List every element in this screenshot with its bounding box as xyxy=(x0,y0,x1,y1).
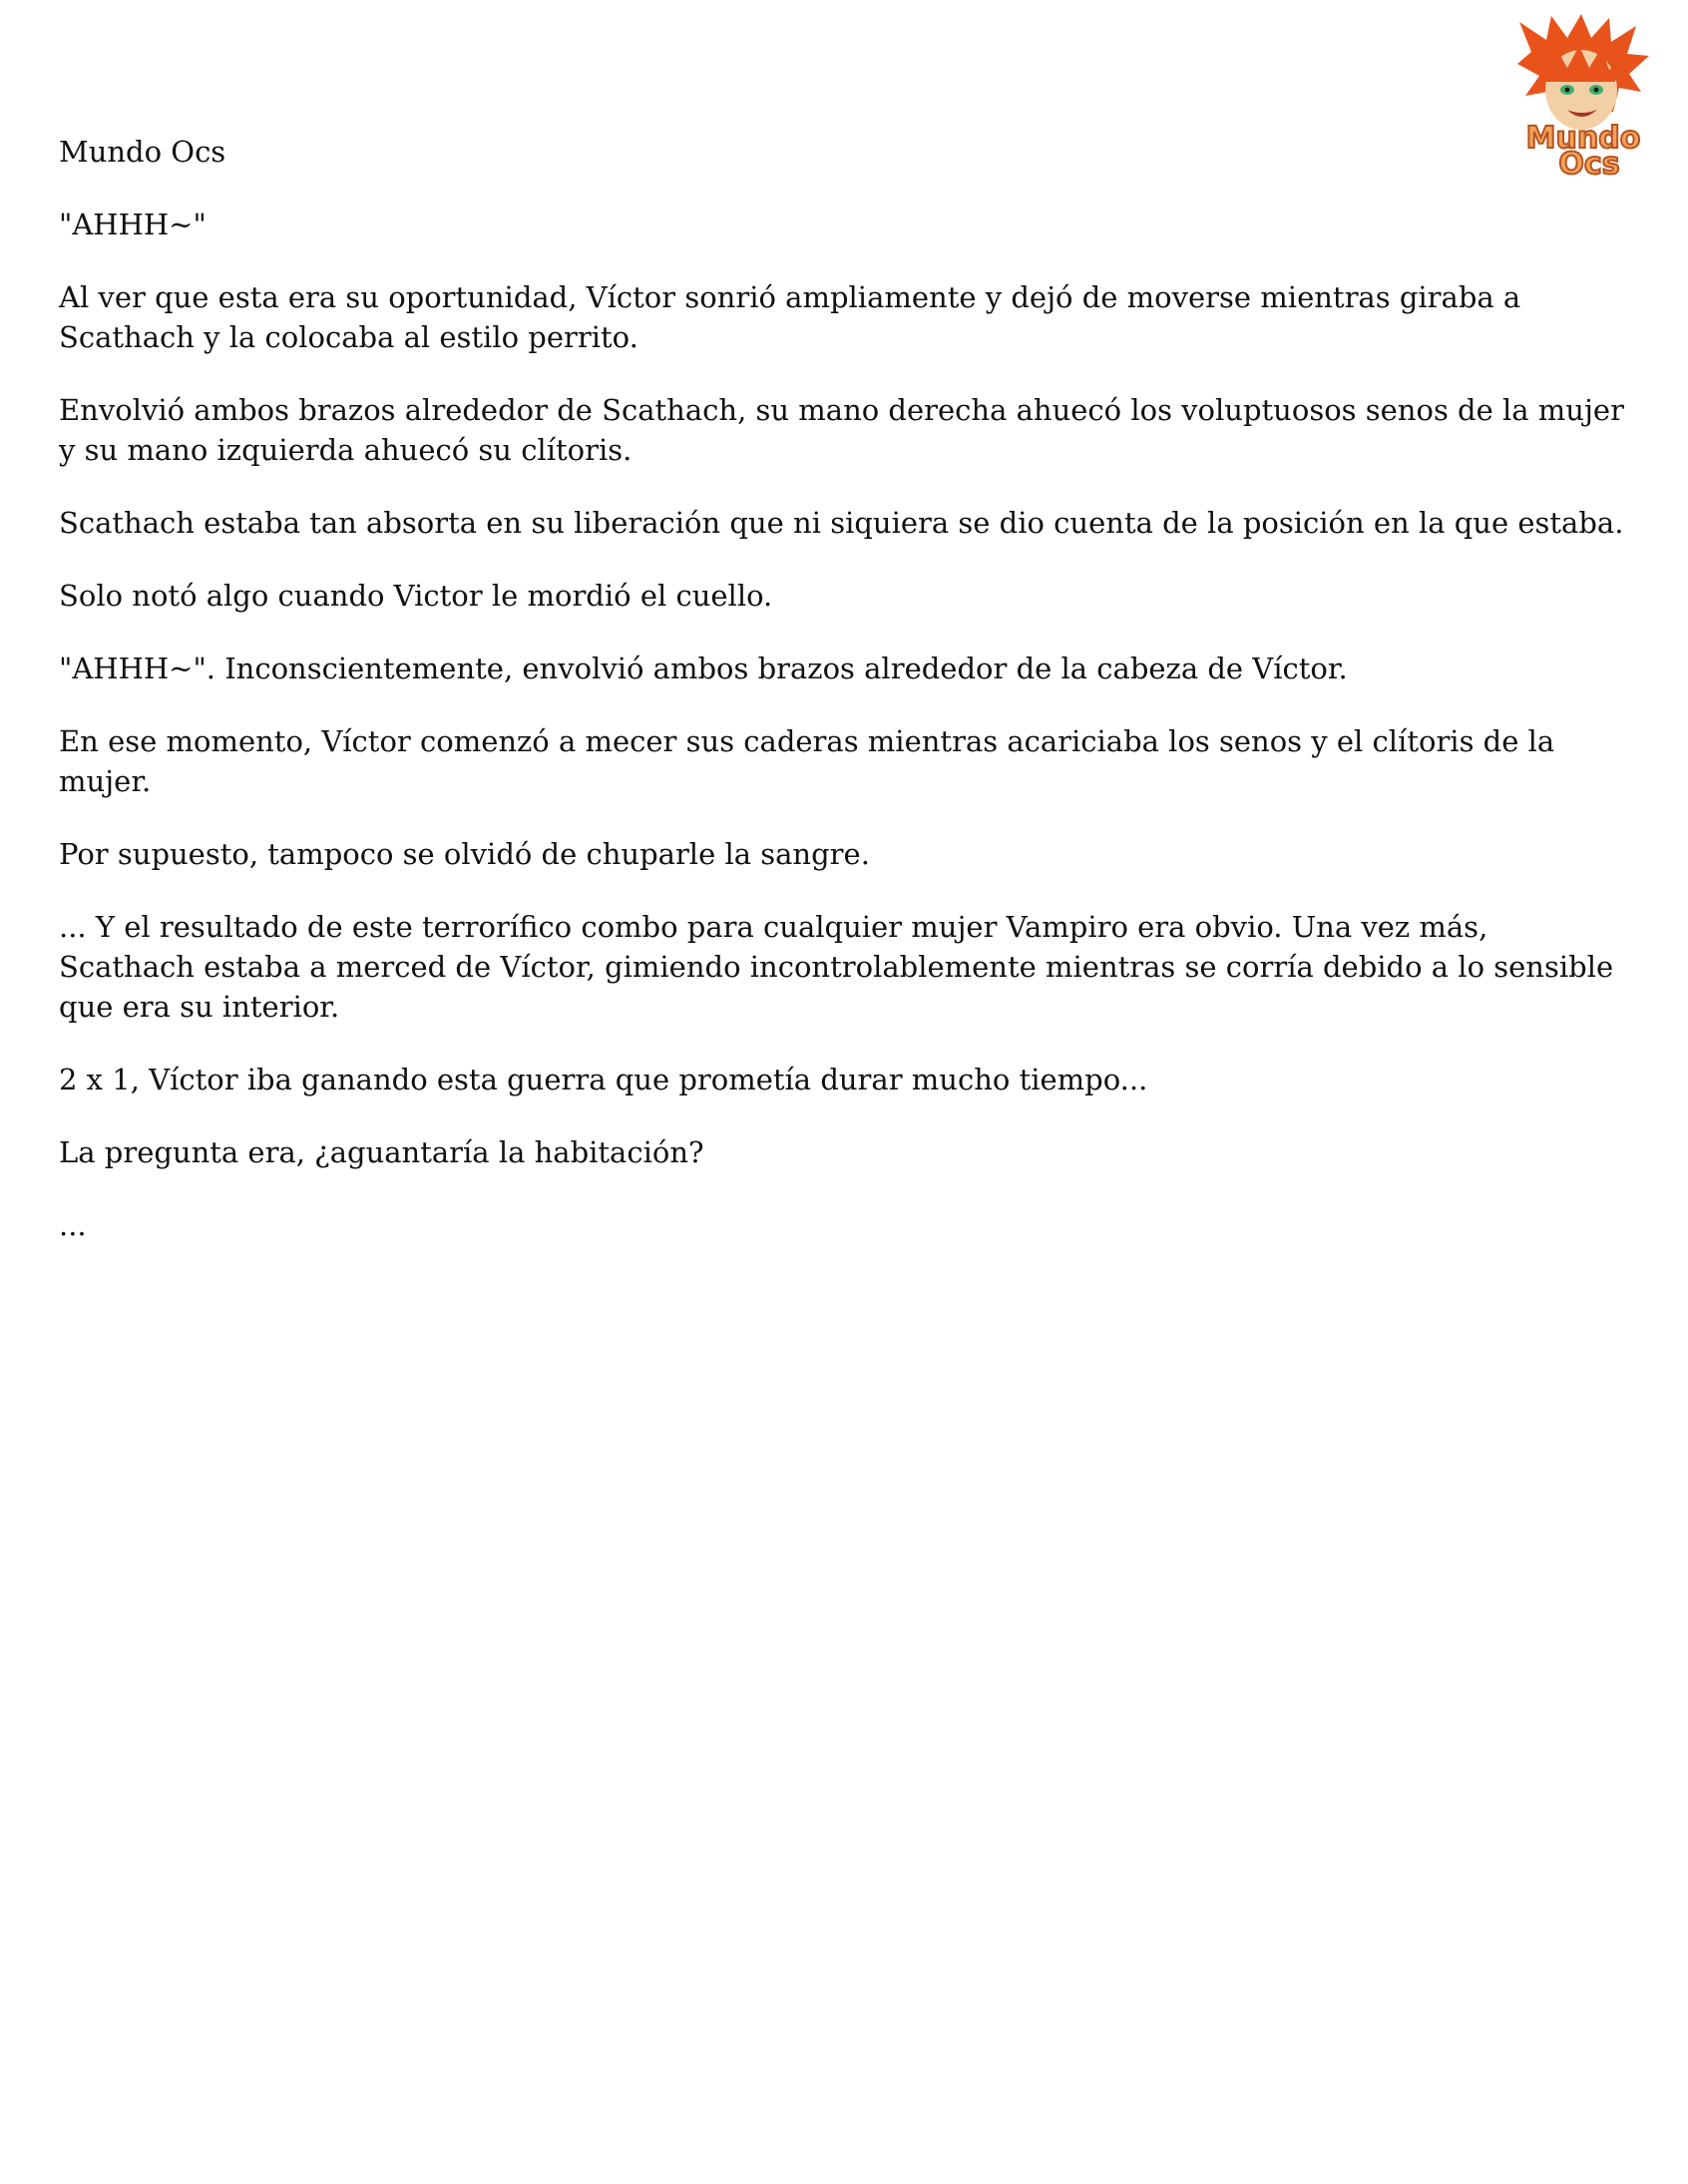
svg-text:Mundo: Mundo xyxy=(1525,121,1641,156)
paragraph: Scathach estaba tan absorta en su liberación que ni siquiera se dio cuenta de la posición en la que estaba. xyxy=(59,506,1624,540)
paragraph: 2 x 1, Víctor iba ganando esta guerra que prometía durar mucho tiempo... xyxy=(59,1063,1148,1096)
ellipsis-paragraph: ... xyxy=(59,1208,87,1242)
document-body xyxy=(59,132,1630,1278)
paragraph: Solo notó algo cuando Victor le mordió el cuello. xyxy=(59,579,773,613)
paragraph: "AHHH~". Inconscientemente, envolvió ambos brazos alrededor de la cabeza de Víctor. xyxy=(59,652,1348,685)
paragraph: La pregunta era, ¿aguantaría la habitación? xyxy=(59,1135,704,1169)
paragraph: Envolvió ambos brazos alrededor de Scathach, su mano derecha ahuecó los voluptuosos senos de la mujer y su mano izquierda ahuecó su clítoris. xyxy=(59,393,1624,467)
paragraph: Por supuesto, tampoco se olvidó de chuparle la sangre. xyxy=(59,837,870,871)
paragraph: "AHHH~" xyxy=(59,208,207,241)
svg-text:Ocs: Ocs xyxy=(1558,147,1620,180)
document-header: Mundo Ocs xyxy=(59,135,226,169)
paragraph: En ese momento, Víctor comenzó a mecer sus caderas mientras acariciaba los senos y el clítoris de la mujer. xyxy=(59,724,1555,798)
paragraph: ... Y el resultado de este terrorífico combo para cualquier mujer Vampiro era obvio. Una vez más, Scathach estaba a merced de Víctor, gimiendo incontrolablemente mientras se corría debido a lo sensible que era su interior. xyxy=(59,910,1614,1024)
paragraph: Al ver que esta era su oportunidad, Víctor sonrió ampliamente y dejó de moverse mientras giraba a Scathach y la colocaba al estilo perrito. xyxy=(59,280,1521,354)
